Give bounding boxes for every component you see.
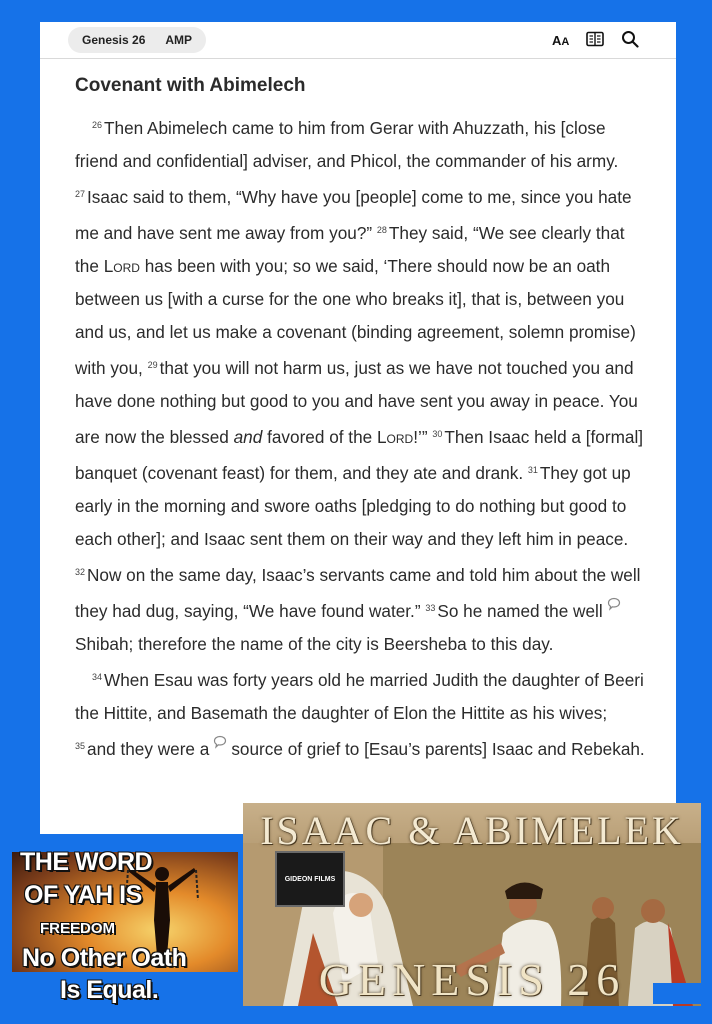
paragraph-2 — [75, 661, 648, 766]
verse-text-part: So he named the well — [437, 601, 603, 621]
word-of-yah-banner — [12, 848, 238, 1006]
chapter-content — [40, 75, 676, 766]
paragraph-1 — [75, 109, 648, 661]
version-button[interactable]: AMP — [165, 33, 193, 47]
parallel-book-icon[interactable] — [586, 31, 604, 51]
verse-number[interactable]: 29 — [147, 360, 158, 370]
verse-text-part: Shibah; therefore the name of the city is Beersheba to this day. — [75, 634, 554, 654]
verse-text[interactable]: Now on the same day, Isaac’s servants came and told him about the well they had dug, saying, “We have found water.” — [75, 565, 641, 621]
divine-name: Lord — [376, 427, 414, 447]
book-chapter-button[interactable]: Genesis 26 — [82, 33, 146, 47]
section-heading: Covenant with Abimelech — [75, 75, 306, 96]
reference-selector[interactable] — [68, 27, 206, 53]
text-size-small-glyph: A — [561, 36, 570, 48]
movie-poster — [243, 803, 701, 1006]
verse-text[interactable]: They got up early in the morning and swore oaths [pledging to do nothing but good to each other]; and Isaac sent them on their way and they left him in peace. — [75, 463, 631, 549]
divine-name: Lord — [103, 256, 140, 276]
poster-title: ISAAC & ABIMELEK — [260, 808, 684, 853]
verse-text-part: They said, “We see clearly that the — [75, 223, 625, 276]
verse-number[interactable]: 32 — [75, 567, 86, 577]
verse-number[interactable]: 31 — [527, 465, 538, 475]
search-icon[interactable] — [621, 30, 639, 52]
verse-number[interactable]: 33 — [425, 603, 436, 613]
banner-line-2: OF YAH IS — [24, 881, 142, 909]
verse-text-part: favored of the — [267, 427, 373, 447]
verse-text-part: source of grief to [Esau’s parents] Isaac and Rebekah. — [231, 739, 645, 759]
bible-reader-window — [40, 22, 676, 834]
verse-text-part: that you will not harm us, just as we have not touched you and have done nothing but good to you and have sent you away in peace. You are now the blessed — [75, 358, 638, 447]
verse-text[interactable] — [87, 739, 645, 759]
verse-text[interactable] — [75, 223, 636, 378]
gideon-films-logo: GIDEON FILMS — [275, 851, 345, 907]
verse-number[interactable]: 28 — [376, 225, 387, 235]
verse-text[interactable]: Then Isaac held a [formal] banquet (covenant feast) for them, and they ate and drank. — [75, 427, 644, 483]
verse-text[interactable]: When Esau was forty years old he married Judith the daughter of Beeri the Hittite, and Basemath the daughter of Elon the Hittite as his wives; — [75, 670, 644, 723]
poster-subtitle: GENESIS 26 — [318, 954, 626, 1005]
corner-badge — [653, 983, 701, 1004]
banner-line-3: FREEDOM — [40, 920, 115, 937]
banner-line-4: No Other Oath — [22, 944, 187, 972]
verse-number[interactable]: 35 — [75, 741, 86, 751]
italic-word: and — [233, 427, 263, 447]
text-size-icon[interactable] — [552, 33, 569, 48]
verse-text-part: and they were a — [87, 739, 210, 759]
verse-number[interactable]: 30 — [432, 429, 443, 439]
verse-text[interactable]: Isaac said to them, “Why have you [people] come to me, since you hate me and have sent me away from you?” — [75, 187, 632, 243]
verse-text-part: has been with you; so we said, ‘There should now be an oath between us [with a curse for the one who breaks it], that is, between you and us, and let us make a covenant (binding agreement, solemn promise) with you, — [75, 256, 636, 378]
banner-line-5: Is Equal. — [60, 976, 159, 1004]
verse-number[interactable]: 26 — [92, 120, 103, 130]
verse-number[interactable]: 27 — [75, 189, 86, 199]
text-size-large-glyph: A — [552, 33, 562, 48]
banner-line-1: THE WORD — [20, 848, 153, 876]
verse-text-part: !’” — [413, 427, 428, 447]
toolbar — [40, 22, 676, 59]
verse-text[interactable]: Then Abimelech came to him from Gerar with Ahuzzath, his [close friend and confidential] adviser, and Phicol, the commander of his army. — [75, 118, 619, 171]
verse-number[interactable]: 34 — [92, 672, 103, 682]
